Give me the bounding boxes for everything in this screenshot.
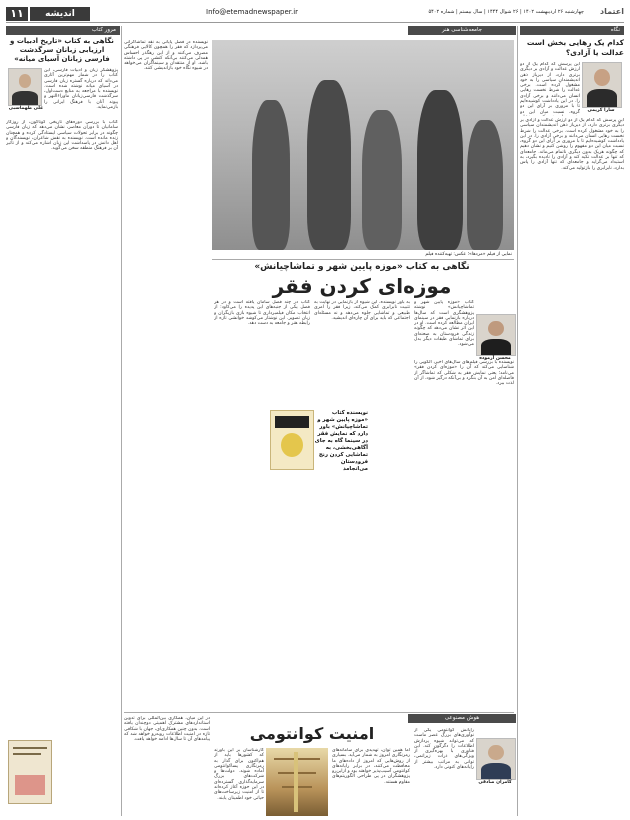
book-cover — [8, 740, 52, 804]
main-body-lead: کتاب «موزه پایین شهر و تماشاچیانش» نوشته پژوهشگری است که سال‌ها درباره بازنمایی فقر در سینمای ایران مطالعه کرده است. او در این اثر نشان می‌دهد که چگونه زندگی فرودستان به صحنه‌ای برای تماشای طبقات دیگر بدل می‌شود. — [414, 300, 474, 348]
author-name: سارا کریمی — [587, 108, 615, 113]
column-divider — [121, 26, 122, 816]
left-body-intro: پژوهشگر زبان و ادبیات فارسی، این کتاب را در شمار مهم‌ترین آثاری می‌داند که درباره گستره زبان فارسی در آسیای میانه نوشته شده است. نویسنده با مراجعه به منابع دست‌اول، سرگذشت فارسی‌زبانان ماوراءالنهر و پیوند آنان با فرهنگ ایرانی را بازمی‌نماید. — [44, 68, 118, 111]
right-body-intro: این پرسش که کدام یک از دو ارزش عدالت و آزادی بر دیگری برتری دارد، از دیرباز ذهن اندیشمندان سیاسی را به خود مشغول کرده است. برخی عدالت را شرط نخست رهایی انسان می‌دانند و برخی آزادی را. در این یادداشت کوشیده‌ایم تا با مروری بر آرای این دو گروه، نسبت میان این دو — [520, 62, 580, 115]
bottom-body-col3: کارشناسان بر این باورند که کشورها باید از هم‌اکنون برای گذار به رمزنگاری پساکوانتومی آماده شوند. دولت‌ها و شرکت‌های بزرگ سرمایه‌گذاری گسترده‌ای در این حوزه آغاز کرده‌اند تا از امنیت زیرساخت‌های حیاتی خود اطمینان یابند. — [214, 748, 264, 801]
pull-quote: نویسنده کتاب «موزه پایین شهر و تماشاچیانش» باور دارد که نمایش فقر در سینما گاه به جای آگاهی‌بخشی، به تماشایی کردن رنج فرودستان می‌انجامد — [314, 410, 368, 472]
photo-caption: نمایی از فیلم «مردها»؛ عکس: تهیه‌کننده فیلم — [425, 252, 512, 257]
author-portrait — [476, 738, 516, 780]
bottom-body-col4: در این میان، همکاری بین‌المللی برای تدوین استانداردهای مشترک اهمیتی دوچندان یافته است. بدون چنین همکاری‌ای، جهان با شکافی تازه در امنیت اطلاعات روبه‌رو خواهد شد که پیامدهای آن تا سال‌ها ادامه خواهد یافت. — [124, 716, 210, 743]
bottom-body-col2: اما همین توان، تهدیدی برای سامانه‌های رمزنگاری امروز به شمار می‌آید. بسیاری از روش‌هایی که امروز از داده‌های ما محافظت می‌کنند، در برابر رایانه‌های کوانتومی آسیب‌پذیر خواهند بود و ازاین‌رو پژوهشگران در پی طراحی الگوریتم‌های مقاوم هستند. — [332, 748, 410, 785]
author-portrait — [582, 62, 622, 108]
left-body: کتاب با بررسی دوره‌های تاریخی گوناگون، از روزگار سامانیان تا دوران معاصر، نشان می‌دهد که زبان فارسی چگونه در برابر تحولات سیاسی ایستادگی کرده و همچنان زنده مانده است. نویسنده به نقش شاعران، نویسندگان و اهل دانش در پاسداشت این زبان اشاره می‌کند و از تأثیر آن بر فرهنگ منطقه سخن می‌گوید. — [6, 120, 118, 152]
dateline: چهارشنبه ۲۶ اردیبهشت ۱۴۰۲ | ۲۶ شوال ۱۴۴۴ | سال بیستم | شماره ۵۴۰۲ — [428, 9, 584, 15]
main-body-col4: نویسنده در فصل پایانی به نقد تماشاگرانی می‌پردازد که فقر را همچون کالایی فرهنگی مصرف می‌کنند و از این رهگذر احساس همدلی می‌کنند بی‌آنکه کنشی در پی داشته باشد. او از منتقدان و سینماگران می‌خواهد در شیوه نگاه خود بازاندیشی کنند. — [124, 40, 208, 72]
film-still-photo — [212, 40, 514, 250]
main-kicker: جامعه‌شناسی هنر — [408, 26, 516, 35]
author-name: کامران صادقی — [478, 780, 512, 785]
author-portrait — [476, 314, 516, 356]
right-kicker: نگاه — [520, 26, 624, 35]
right-body: این پرسش که کدام یک از دو ارزش عدالت و آزادی بر دیگری برتری دارد، از دیرباز ذهن اندیشمندان سیاسی را به خود مشغول کرده است. برخی عدالت را شرط نخست رهایی انسان می‌دانند و برخی آزادی را. در این یادداشت کوشیده‌ایم تا با مروری بر آرای این دو گروه، نسبت میان این دو مفهوم را روشن کنیم و نشان دهیم که چگونه هریک بدون دیگری ناتمام می‌ماند. جامعه‌ای که تنها بر عدالت تکیه کند و آزادی را نادیده بگیرد، به استبداد می‌گراید و جامعه‌ای که تنها آزادی را پاس بدارد، نابرابری را بازتولید می‌کند. — [520, 118, 624, 171]
newspaper-logo: اعتماد — [600, 7, 624, 16]
page-number: ۱۱ — [6, 7, 28, 21]
main-subheadline: نگاهی به کتاب «موزه پایین شهر و تماشاچیانش» — [254, 262, 470, 272]
main-body-col2: به باور نویسنده، این شیوه از بازنمایی در نهایت به تثبیت نابرابری کمک می‌کند، زیرا فقر را امری طبیعی و تماشایی جلوه می‌دهد و نه مسئله‌ای اجتماعی که باید برای آن چاره‌ای اندیشید. — [314, 300, 410, 321]
divider — [212, 259, 514, 260]
section-label: اندیشه — [30, 7, 90, 21]
main-body-col1: نویسنده با بررسی فیلم‌های سال‌های اخیر، الگویی را شناسایی می‌کند که آن را «موزه‌ای کردن فقر» می‌نامد؛ یعنی نمایش فقر به شکلی که تماشاگر از فاصله‌ای امن به آن بنگرد و بی‌آنکه درگیر شود، از آن لذت ببرد. — [414, 360, 514, 387]
bottom-body-col1: رایانش کوانتومی یکی از نوآوری‌های بزرگ عصر ماست که می‌تواند شیوه پردازش اطلاعات را دگرگون کند. این فناوری با بهره‌گیری از ویژگی‌های ذرات زیراتمی، توانی به مراتب بیشتر از رایانه‌های کنونی دارد. — [414, 728, 474, 771]
quantum-computer-photo — [266, 748, 328, 816]
author-portrait — [8, 68, 42, 106]
bottom-headline: امنیت کوانتومی — [249, 724, 375, 743]
left-kicker: مرور کتاب — [6, 26, 120, 35]
author-name: علی طهماسبی — [8, 106, 44, 111]
divider — [124, 712, 514, 713]
column-divider — [517, 26, 518, 816]
main-headline: موزه‌ای کردن فقر — [272, 274, 452, 298]
left-headline: نگاهی به کتاب «تاریخ ادبیات و ارزیابی زبانان سرگذشت فارسی زبانان آسیای میانه» — [10, 37, 114, 63]
main-body-col3: کتاب در چند فصل سامان یافته است و در هر فصل یکی از جنبه‌های این پدیده را می‌کاود: از انتخاب مکان فیلمبرداری تا شیوه بازی بازیگران و زبان تصویر. این نوشتار می‌کوشد خوانشی تازه از رابطه هنر و جامعه به دست دهد. — [214, 300, 310, 327]
author-name: محسن آزموده — [479, 356, 511, 361]
masthead — [6, 6, 624, 23]
email-address[interactable]: Info@etemadnewspaper.ir — [206, 8, 299, 16]
right-headline: کدام یک رهایی بخش است عدالت یا آزادی؟ — [526, 38, 624, 57]
bottom-kicker: هوش مصنوعی — [408, 714, 516, 723]
